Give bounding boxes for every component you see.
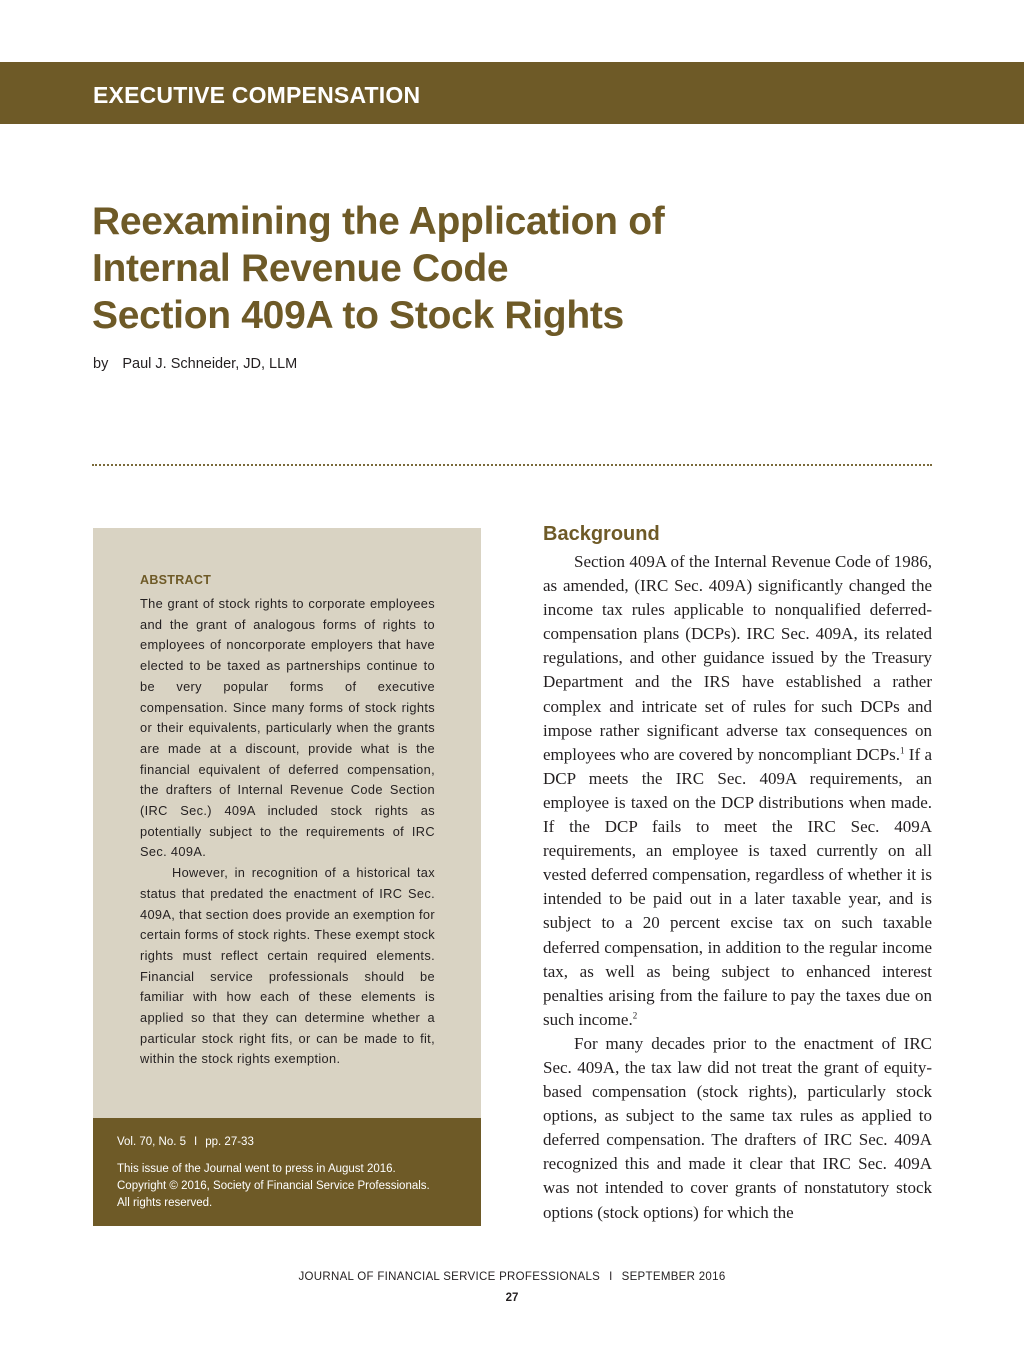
volume-number: Vol. 70, No. 5 xyxy=(117,1136,187,1148)
footnote-ref[interactable]: 1 xyxy=(899,745,905,756)
rights-note: All rights reserved. xyxy=(117,1197,213,1209)
article-title-line: Section 409A to Stock Rights xyxy=(92,294,624,337)
abstract-paragraph: The grant of stock rights to corporate employees and the grant of analogous forms of rights to employees of noncorporate employers that have elected to be taxed as partnerships continue to be very popular forms of executive compensation. Since many forms of stock rights or their equivalents, particularly when the grants are made at a discount, provide what is the financial equivalent of deferred compensation, the drafters of Internal Revenue Code Section (IRC Sec.) 409A included stock rights as potentially subject to the requirements of IRC Sec. 409A. xyxy=(140,596,435,860)
byline-prefix: by xyxy=(93,356,109,372)
copyright-note: Copyright © 2016, Society of Financial Service Professionals. xyxy=(117,1180,430,1192)
press-date-note: This issue of the Journal went to press in August 2016. xyxy=(117,1163,396,1175)
page-range: pp. 27-33 xyxy=(205,1136,254,1148)
volume-line xyxy=(117,1136,254,1148)
article-title-line: Reexamining the Application of xyxy=(92,200,665,243)
issue-date: SEPTEMBER 2016 xyxy=(621,1271,726,1283)
page-number: 27 xyxy=(505,1292,519,1304)
body-text-run: If a DCP meets the IRC Sec. 409A requirements, an employee is taxed on the DCP distributions when made. If the DCP fails to meet the IRC Sec. 409A requirements, an employee is taxed currently on all vested deferred compensation, regardless of whether it is intended to be paid out in a later taxable year, and is subject to a 20 percent excise tax on such taxable deferred compensation, in addition to the regular income tax, as well as being subject to enhanced interest penalties arising from the failure to pay the taxes due on such income. xyxy=(543,744,932,1029)
body-paragraph: For many decades prior to the enactment of IRC Sec. 409A, the tax law did not treat the grant of equity-based compensation (stock rights), particularly stock options, as subject to the same tax rules as applied to deferred compensation. The drafters of IRC Sec. 409A recognized this and made it clear that IRC Sec. 409A was not intended to cover grants of nonstatutory stock options (stock options) for which the xyxy=(543,1033,932,1222)
footnote-ref[interactable]: 2 xyxy=(632,1010,638,1021)
abstract-body xyxy=(140,594,435,1070)
abstract-paragraph: However, in recognition of a historical tax status that predated the enactment of IRC Sec. 409A, that section does provide an exemption for certain forms of stock rights. These exempt stock rights must reflect certain required elements. Financial service professionals should be familiar with how each of these elements is applied so that they can determine whether a particular stock right fits, or can be made to fit, within the stock rights exemption. xyxy=(140,865,435,1067)
byline xyxy=(93,356,297,372)
article-body xyxy=(543,523,932,1225)
press-note xyxy=(117,1161,477,1212)
abstract-heading: ABSTRACT xyxy=(140,573,212,587)
footer-separator: I xyxy=(609,1271,613,1283)
body-text xyxy=(543,550,932,1225)
article-title xyxy=(92,198,852,339)
article-title-line: Internal Revenue Code xyxy=(92,247,509,290)
publication-info-box xyxy=(93,1118,481,1226)
journal-name: JOURNAL OF FINANCIAL SERVICE PROFESSIONALS xyxy=(298,1271,601,1283)
abstract-box xyxy=(93,528,481,1118)
body-paragraph xyxy=(543,550,932,1032)
body-text-run: Section 409A of the Internal Revenue Code of 1986, as amended, (IRC Sec. 409A) significantly changed the income tax rules applicable to nonqualified deferred-compensation plans (DCPs). IRC Sec. 409A, its related regulations, and other guidance issued by the Treasury Department and the IRS have established a rather complex and intricate set of rules for such DCPs and impose rather significant adverse tax consequences on employees who are covered by noncompliant DCPs. xyxy=(543,552,932,764)
volume-separator: I xyxy=(194,1136,198,1148)
footer-journal-line xyxy=(0,1271,1024,1283)
body-heading: Background xyxy=(543,523,660,545)
section-label: EXECUTIVE COMPENSATION xyxy=(93,82,421,108)
author-name: Paul J. Schneider, JD, LLM xyxy=(122,356,298,372)
dotted-divider xyxy=(92,464,932,466)
section-header-bar xyxy=(0,62,1024,124)
